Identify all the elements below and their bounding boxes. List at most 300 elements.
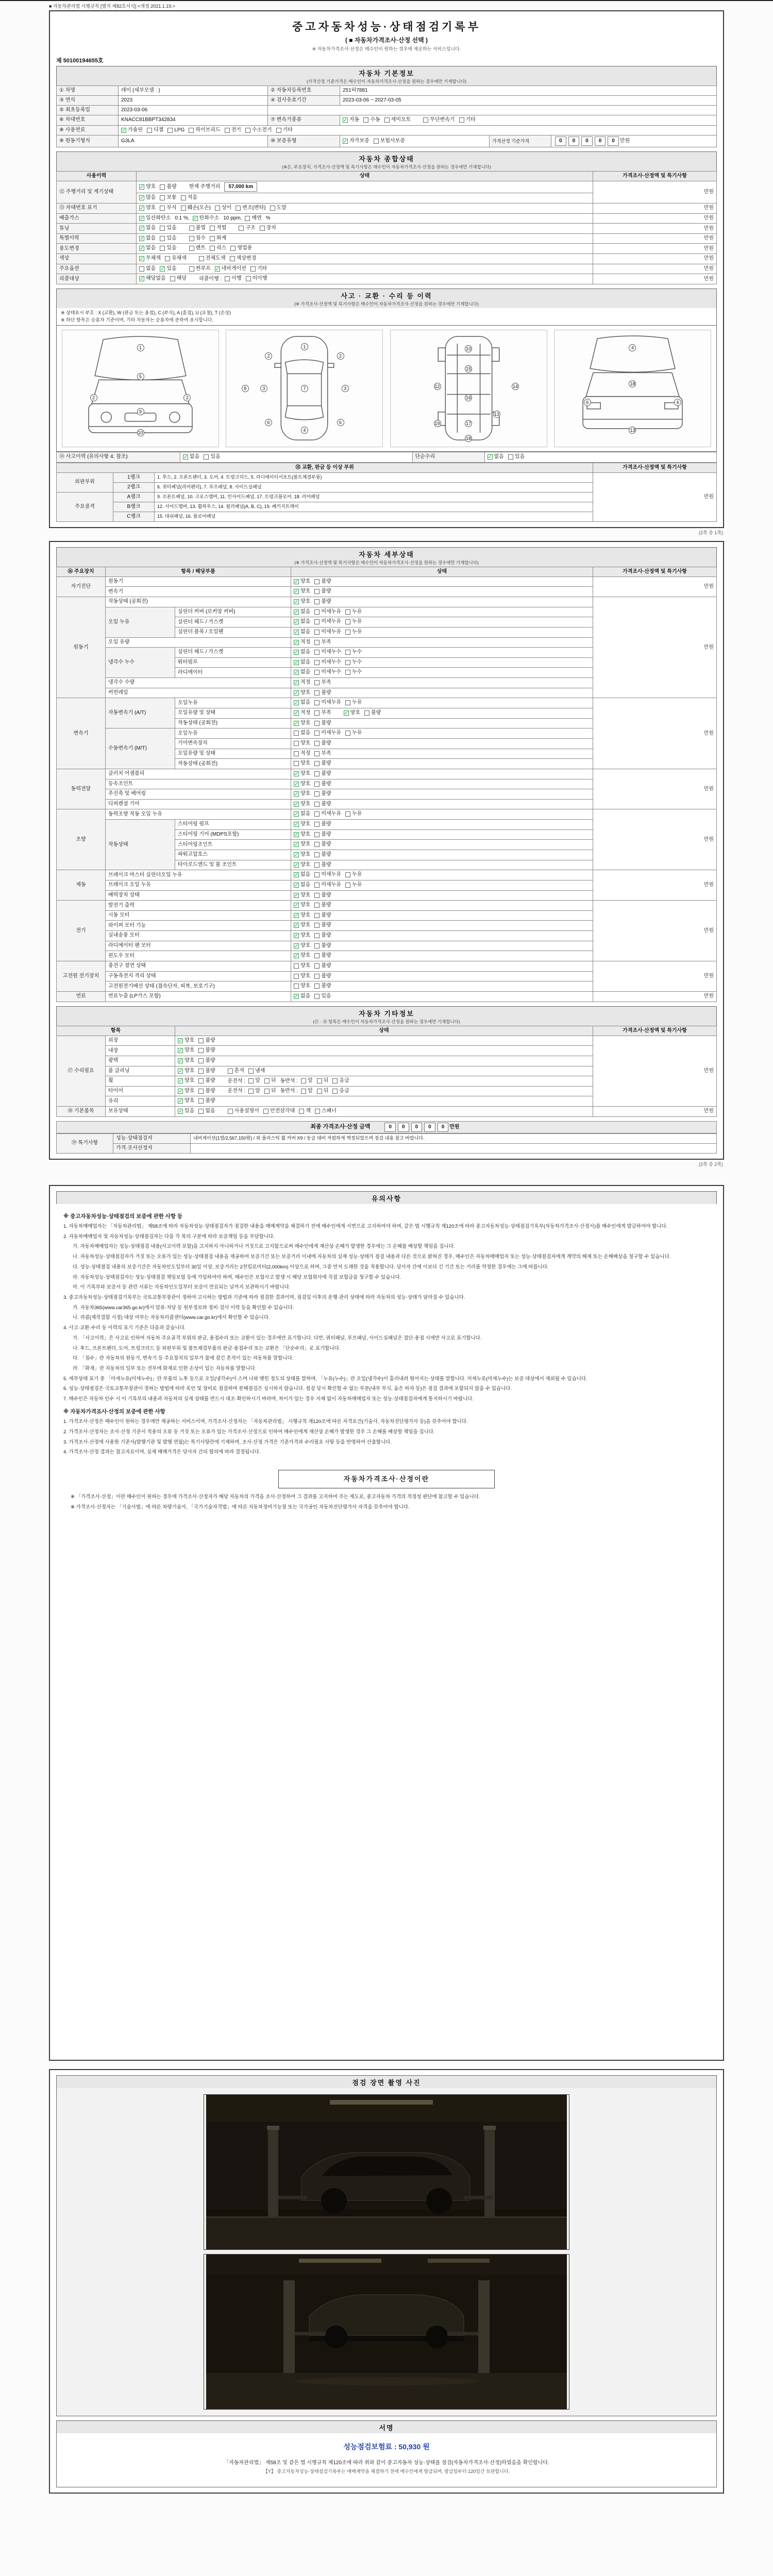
table-cell: B랭크 bbox=[113, 502, 155, 512]
table-cell: 보유상태 bbox=[106, 1107, 175, 1117]
checkbox-label: 양호 bbox=[184, 1037, 195, 1043]
checkbox-mark-icon bbox=[314, 670, 320, 675]
table-cell: 실린더 블록 / 오일팬 bbox=[175, 627, 291, 637]
overall-title: 자동차 종합상태 bbox=[359, 155, 414, 163]
checkbox-mark-icon bbox=[332, 1078, 338, 1083]
section-cautions-header bbox=[56, 1191, 717, 1204]
checkbox-unchecked bbox=[198, 1057, 215, 1064]
panel-number: 15 bbox=[466, 366, 472, 371]
table-cell bbox=[291, 840, 593, 850]
table-cell: ⑭ 사고이력 (유의사항 4. 참조) bbox=[57, 452, 180, 463]
checkbox-mark-icon: ✓ bbox=[294, 650, 299, 656]
checkbox-mark-icon bbox=[345, 630, 350, 635]
table-cell: 만원 bbox=[593, 264, 717, 274]
checkbox-checked bbox=[294, 598, 310, 605]
checkbox-unchecked bbox=[345, 810, 362, 818]
panel-number: 14 bbox=[513, 383, 518, 389]
inline-text: 운전석 : bbox=[227, 1088, 246, 1094]
checkbox-mark-icon bbox=[294, 974, 299, 979]
note-line: 4. 가격조사·산정 결과는 참고자료이며, 실제 매매가격은 당사자 간의 합의에 따라 결정됩니다. bbox=[63, 1449, 261, 1455]
checkbox-mark-icon: ✓ bbox=[178, 1098, 183, 1105]
checkbox-checked bbox=[294, 608, 310, 616]
checkbox-unchecked bbox=[170, 275, 187, 282]
checkbox-label: 세미오토 bbox=[391, 117, 411, 123]
checkbox-mark-icon bbox=[314, 741, 320, 746]
note-line: 7. 매수인은 자동차 인수 시 이 기록부의 내용과 자동차의 실제 상태를 반드시 대조·확인하시기 바라며, 차이가 있는 경우 지체 없이 자동차매매업자 또는 성능·상태점검자에게 통지하시기 바랍니다. bbox=[63, 1396, 474, 1402]
checkbox-label: 양호 bbox=[300, 933, 311, 939]
note-line: 가. 「사고이력」은 사고로 인하여 자동차 주요골격 부위의 판금, 용접수리 또는 교환이 있는 경우에만 표기합니다. 다만, 쿼터패널, 루프패널, 사이드실패널은 절단·용접 시에만 사고로 표기합니다. bbox=[73, 1335, 482, 1341]
checkbox-mark-icon bbox=[314, 994, 320, 999]
checkbox-label: 없음 bbox=[146, 225, 156, 231]
checkbox-unchecked bbox=[199, 255, 226, 262]
checkbox-unchecked bbox=[314, 699, 341, 706]
checkbox-label: 뒤 bbox=[271, 1088, 276, 1094]
checkbox-label: 미세누유 bbox=[321, 619, 341, 625]
checkbox-mark-icon bbox=[314, 710, 320, 716]
checkbox-unchecked bbox=[363, 116, 380, 124]
checkbox-mark-icon bbox=[198, 1048, 204, 1053]
checkbox-label: 전기 bbox=[231, 127, 241, 133]
table-cell bbox=[137, 181, 593, 193]
table-cell: ⑮ 교환, 판금 등 이상 부위 bbox=[57, 463, 593, 472]
checkbox-mark-icon bbox=[228, 1069, 233, 1074]
checkbox-label: 무단변속기 bbox=[430, 117, 455, 123]
table-cell: 오일누유 bbox=[175, 698, 291, 708]
checkbox-mark-icon bbox=[314, 619, 320, 624]
checkbox-mark-icon bbox=[294, 751, 299, 756]
table-cell: G3LA bbox=[119, 135, 268, 147]
checkbox-unchecked bbox=[160, 245, 176, 252]
table-cell: 변속기 bbox=[57, 698, 106, 769]
checkbox-mark-icon: ✓ bbox=[488, 454, 492, 461]
checkbox-unchecked bbox=[314, 973, 331, 980]
checkbox-unchecked bbox=[314, 720, 331, 727]
checkbox-unchecked bbox=[294, 740, 310, 747]
checkbox-mark-icon bbox=[210, 236, 215, 241]
checkbox-label: 누유 bbox=[351, 629, 362, 635]
table-cell: 만원 bbox=[593, 224, 717, 234]
checkbox-mark-icon: ✓ bbox=[140, 276, 144, 282]
checkbox-label: 부식 bbox=[166, 205, 177, 211]
checkbox-label: 양호 bbox=[300, 831, 311, 837]
table-cell: ⑰ 수리필요 bbox=[57, 1036, 106, 1106]
checkbox-mark-icon bbox=[332, 1089, 338, 1094]
checkbox-unchecked bbox=[167, 127, 184, 134]
table-cell: 동력전달 bbox=[57, 769, 106, 809]
table-cell: 구동축전지 격리 상태 bbox=[106, 971, 291, 981]
table-cell bbox=[291, 870, 593, 880]
checkbox-unchecked bbox=[314, 861, 331, 869]
checkbox-unchecked bbox=[276, 127, 293, 134]
checkbox-mark-icon: ✓ bbox=[294, 579, 299, 585]
final-price-bar bbox=[56, 1121, 717, 1133]
section-detail-header bbox=[56, 547, 717, 567]
table-cell: 충전구 절연 상태 bbox=[106, 961, 291, 972]
table-cell: ④ 검사유효기간 bbox=[268, 96, 340, 106]
accident-legend-line2: ※ 하단 항목은 승용차 기준이며, 기타 자동차는 승용차에 준하여 표시합니다. bbox=[61, 317, 213, 323]
table-cell: 만원 bbox=[593, 991, 717, 1002]
checkbox-checked bbox=[178, 1108, 194, 1115]
table-cell: 배력장치 상태 bbox=[106, 890, 291, 901]
note-line: 마. 이 기록부와 보증서 등 관련 서류는 자동차인도일부터 보증이 만료되는 날까지 보관하시기 바랍니다. bbox=[73, 1284, 291, 1291]
data-table bbox=[56, 463, 717, 522]
checkbox-mark-icon: ✓ bbox=[294, 822, 299, 828]
checkbox-unchecked bbox=[314, 962, 331, 970]
checkbox-unchecked bbox=[317, 1077, 329, 1084]
table-cell bbox=[175, 1107, 593, 1117]
inline-text: 동반석 : bbox=[280, 1088, 298, 1094]
document-title: 중고자동차성능·상태점검기록부 bbox=[292, 21, 481, 33]
checkbox-unchecked bbox=[250, 265, 267, 273]
note-line: 2. 가격조사·산정자는 조사·산정 기준서 적용의 오류 등 거짓 또는 오류가 있는 가격조사·산정으로 인하여 매수인에게 재산상 손해가 발생한 경우 그 손해를 배상할 책임을 집니다. bbox=[63, 1429, 435, 1435]
checkbox-mark-icon: ✓ bbox=[294, 659, 299, 666]
table-cell: 시동 모터 bbox=[106, 910, 291, 921]
table-cell: 브레이크 마스터 실린더오일 누유 bbox=[106, 870, 291, 880]
checkbox-label: 양호 bbox=[184, 1057, 195, 1063]
table-cell bbox=[137, 193, 593, 204]
checkbox-mark-icon: ✓ bbox=[294, 923, 299, 929]
checkbox-label: 있음 bbox=[514, 454, 525, 460]
table-cell: 주요옵션 bbox=[57, 264, 137, 274]
checkbox-mark-icon: ✓ bbox=[140, 195, 144, 201]
cautions-sec2-list bbox=[63, 1418, 710, 1456]
note-line: 2. 자동차매매업자 및 자동차성능·상태점검자는 다음 각 목의 구분에 따라 보증책임 등을 부담합니다. bbox=[63, 1233, 275, 1240]
checkbox-label: 색상변경 bbox=[236, 256, 257, 262]
checkbox-mark-icon bbox=[314, 832, 320, 837]
checkbox-label: 불량 bbox=[321, 922, 331, 928]
checkbox-label: 양호 bbox=[300, 720, 311, 726]
checkbox-checked bbox=[294, 861, 310, 869]
car-diagram-rear bbox=[554, 330, 711, 447]
checkbox-mark-icon: ✓ bbox=[294, 912, 299, 919]
checkbox-mark-icon: ✓ bbox=[294, 801, 299, 807]
checkbox-unchecked bbox=[345, 649, 362, 656]
price-definition-notes bbox=[63, 1494, 710, 1511]
car-diagram-front bbox=[62, 330, 219, 447]
table-cell bbox=[291, 901, 593, 911]
checkbox-unchecked bbox=[423, 116, 455, 124]
checkbox-unchecked bbox=[236, 205, 265, 212]
checkbox-mark-icon bbox=[508, 454, 513, 460]
checkbox-mark-icon bbox=[314, 609, 320, 615]
checkbox-mark-icon bbox=[230, 246, 236, 251]
checkbox-label: 양호 bbox=[146, 183, 156, 190]
checkbox-label: 불량 bbox=[205, 1067, 215, 1074]
checkbox-unchecked bbox=[345, 659, 362, 666]
checkbox-mark-icon: ✓ bbox=[343, 138, 348, 144]
table-cell: 클러치 어셈블리 bbox=[106, 769, 291, 779]
signature-area bbox=[56, 2433, 717, 2487]
checkbox-mark-icon bbox=[314, 974, 320, 979]
section-other-header bbox=[56, 1006, 717, 1026]
checkbox-label: 양호 bbox=[300, 841, 311, 848]
page-2 bbox=[49, 541, 724, 1160]
table-cell: 만원 bbox=[593, 1036, 717, 1106]
table-cell bbox=[291, 860, 593, 870]
checkbox-label: 불량 bbox=[321, 942, 331, 948]
checkbox-mark-icon: ✓ bbox=[178, 1048, 183, 1054]
checkbox-unchecked bbox=[189, 245, 206, 252]
table-cell bbox=[291, 718, 593, 728]
checkbox-label: 하이브리드 bbox=[195, 127, 221, 133]
special-remarks-table bbox=[56, 1133, 717, 1154]
checkbox-mark-icon bbox=[314, 599, 320, 604]
checkbox-label: 없음 bbox=[300, 811, 311, 817]
checkbox-mark-icon bbox=[345, 872, 350, 877]
checkbox-label: 불량 bbox=[321, 791, 331, 797]
checkbox-mark-icon bbox=[225, 276, 230, 281]
table-cell: 레이 (세부모델 : ) bbox=[119, 86, 268, 96]
table-cell bbox=[291, 931, 593, 941]
checkbox-unchecked bbox=[459, 116, 476, 124]
checkbox-mark-icon bbox=[345, 609, 350, 615]
checkbox-checked bbox=[294, 709, 310, 717]
table-cell: 등속조인트 bbox=[106, 779, 291, 789]
table-cell bbox=[175, 1046, 593, 1056]
checkbox-label: 부족 bbox=[321, 680, 331, 686]
checkbox-unchecked bbox=[314, 740, 331, 747]
checkbox-unchecked bbox=[314, 810, 341, 818]
checkbox-checked bbox=[215, 265, 246, 273]
table-cell: 조향 bbox=[57, 809, 106, 870]
table-cell bbox=[137, 213, 593, 224]
table-cell bbox=[137, 254, 593, 264]
checkbox-mark-icon: ✓ bbox=[140, 205, 144, 211]
table-cell bbox=[291, 587, 593, 597]
panel-number: 2 bbox=[265, 352, 272, 360]
checkbox-label: 뒤 bbox=[271, 1078, 276, 1084]
checkbox-mark-icon: ✓ bbox=[294, 781, 299, 787]
checkbox-label: 있음 bbox=[166, 245, 177, 251]
value-box: 57,000 km bbox=[224, 182, 257, 192]
table-cell: 작동상태 bbox=[106, 820, 175, 870]
checkbox-mark-icon: ✓ bbox=[294, 710, 299, 717]
checkbox-checked bbox=[139, 194, 156, 201]
table-cell: 라디에이터 팬 모터 bbox=[106, 941, 291, 951]
other-info-table bbox=[56, 1026, 717, 1117]
note-line: 라. 「화재」란 자동차의 일부 또는 전부에 화재로 인한 손상이 있는 자동차를 말합니다. bbox=[73, 1366, 257, 1372]
table-cell: ⑬ 차대번호 표기 bbox=[57, 203, 137, 213]
table-cell: ⑤ 최초등록일 bbox=[57, 106, 119, 115]
note-line: 5. 세부상태 표기 중 「미세누유(미세누수)」란 부품의 노후 등으로 오일(냉각수)이 스며 나와 맺힌 정도의 상태를 말하며, 「누유(누수)」란 오일(냉각수)이 흘러내려 떨어지는 상태를 말합니다. 미세누유(미세누수)는 보증 대상에서 제외될 수 있습니다. bbox=[63, 1376, 587, 1382]
checkbox-label: 적정 bbox=[300, 750, 311, 756]
photos-title: 점검 장면 촬영 사진 bbox=[352, 2078, 421, 2087]
table-cell bbox=[291, 820, 593, 830]
checkbox-mark-icon: ✓ bbox=[343, 117, 348, 123]
table-cell: 추진축 및 베어링 bbox=[106, 789, 291, 800]
table-cell: 룸 클리닝 bbox=[106, 1066, 175, 1076]
checkbox-unchecked bbox=[314, 639, 331, 646]
checkbox-mark-icon bbox=[204, 454, 209, 460]
basic-info-table bbox=[56, 86, 717, 147]
table-cell: 튜닝 bbox=[57, 224, 137, 234]
table-cell: 용도변경 bbox=[57, 244, 137, 254]
checkbox-mark-icon: ✓ bbox=[178, 1088, 183, 1094]
table-cell: ⑨ 원동기형식 bbox=[57, 135, 119, 147]
checkbox-label: 양호 bbox=[300, 760, 311, 767]
table-cell bbox=[551, 135, 717, 147]
panel-number: 13 bbox=[630, 428, 635, 433]
checkbox-label: 침수 bbox=[195, 235, 206, 241]
checkbox-mark-icon bbox=[147, 128, 152, 133]
page-4 bbox=[49, 2069, 724, 2494]
page-1 bbox=[49, 10, 724, 528]
table-cell: 자동변속기 (A/T) bbox=[106, 698, 175, 728]
value-box: 0 bbox=[568, 137, 580, 146]
checkbox-mark-icon bbox=[314, 943, 320, 948]
checkbox-unchecked bbox=[198, 1067, 215, 1075]
checkbox-unchecked bbox=[245, 127, 272, 134]
checkbox-mark-icon: ✓ bbox=[294, 832, 299, 838]
checkbox-mark-icon bbox=[314, 883, 320, 888]
table-cell bbox=[291, 759, 593, 769]
car-diagram-top bbox=[226, 330, 383, 447]
panel-number: 17 bbox=[466, 420, 472, 426]
checkbox-unchecked bbox=[314, 649, 341, 656]
panel-number: 2 bbox=[337, 352, 344, 360]
table-cell: ⑩ 보증유형 bbox=[268, 135, 340, 147]
checkbox-unchecked bbox=[246, 275, 267, 282]
checkbox-label: 일산화탄소 bbox=[146, 215, 171, 221]
checkbox-label: 양호 bbox=[300, 578, 311, 584]
data-table bbox=[56, 567, 717, 1002]
table-cell bbox=[291, 961, 593, 972]
panel-number: 7 bbox=[301, 385, 308, 392]
checkbox-unchecked bbox=[314, 588, 331, 595]
checkbox-mark-icon bbox=[160, 236, 165, 241]
checkbox-unchecked bbox=[314, 821, 331, 828]
car-diagrams bbox=[56, 326, 717, 452]
table-cell bbox=[291, 597, 593, 607]
checkbox-checked bbox=[139, 275, 166, 282]
table-cell: 오일 누유 bbox=[106, 607, 175, 637]
table-cell: 제동 bbox=[57, 870, 106, 901]
checkbox-label: 없음 bbox=[300, 659, 311, 665]
checkbox-mark-icon: ✓ bbox=[344, 710, 349, 717]
checkbox-label: 불량 bbox=[371, 710, 381, 716]
checkbox-mark-icon bbox=[165, 256, 170, 261]
checkbox-mark-icon bbox=[189, 128, 194, 133]
panel-number: 19 bbox=[434, 420, 440, 426]
checkbox-label: 장치 bbox=[266, 225, 276, 231]
checkbox-mark-icon bbox=[198, 1058, 204, 1063]
checkbox-mark-icon: ✓ bbox=[294, 700, 299, 706]
checkbox-unchecked bbox=[332, 1088, 349, 1095]
table-cell bbox=[291, 850, 593, 860]
table-cell: 만원 bbox=[593, 233, 717, 244]
signature-title: 서명 bbox=[379, 2424, 394, 2432]
cautions-sec1-title: ※ 중고자동차성능·상태점검의 보증에 관한 사항 등 bbox=[63, 1213, 183, 1219]
table-cell: 오일유량 및 상태 bbox=[175, 749, 291, 759]
checkbox-label: 미세누수 bbox=[321, 649, 341, 655]
checkbox-mark-icon bbox=[264, 1078, 270, 1083]
checkbox-label: 양호 bbox=[300, 689, 311, 696]
checkbox-mark-icon bbox=[315, 1109, 320, 1114]
checkbox-label: 양호 bbox=[300, 770, 311, 776]
checkbox-unchecked bbox=[299, 1108, 311, 1115]
table-cell: 가격조사·산정액 및 특기사항 bbox=[593, 1026, 717, 1036]
checkbox-label: 없음 bbox=[146, 265, 156, 272]
checkbox-mark-icon bbox=[198, 1109, 204, 1114]
checkbox-unchecked bbox=[314, 629, 341, 636]
checkbox-label: 누유 bbox=[351, 811, 362, 817]
checkbox-mark-icon: ✓ bbox=[178, 1038, 183, 1044]
checkbox-checked bbox=[178, 1097, 194, 1105]
table-cell: 6. 쿼터패널(리어펜더), 7. 루프패널, 8. 사이드실패널 bbox=[155, 482, 593, 492]
checkbox-unchecked bbox=[314, 770, 331, 777]
note-line: 3. 중고자동차성능·상태점검기록부는 국토교통부장관이 정하여 고시하는 방법과 기준에 따라 점검한 결과이며, 점검일 이후의 운행·관리 상태에 따라 자동차의 성능·상태가 달라질 수 있습니다. bbox=[63, 1295, 465, 1301]
table-cell: 연료누출 (LP가스 포함) bbox=[106, 991, 291, 1002]
checkbox-unchecked bbox=[314, 781, 331, 788]
checkbox-label: 미세누수 bbox=[321, 669, 341, 675]
checkbox-mark-icon bbox=[345, 660, 350, 665]
checkbox-mark-icon bbox=[314, 690, 320, 696]
section-photos-header bbox=[56, 2075, 717, 2088]
checkbox-label: 있음 bbox=[210, 454, 221, 460]
table-cell: 실린더 헤드 / 가스켓 bbox=[175, 648, 291, 658]
table-cell bbox=[137, 233, 593, 244]
checkbox-label: 전체도색 bbox=[205, 256, 226, 262]
other-note: (⑰ · ⑱ 항목은 매수인이 자동차가격조사·산정을 원하는 경우에만 기재합니다) bbox=[313, 1019, 460, 1024]
table-cell: 사용이력 bbox=[57, 172, 137, 181]
checkbox-checked bbox=[294, 669, 310, 676]
table-cell: ③ 연식 bbox=[57, 96, 119, 106]
checkbox-label: 불량 bbox=[321, 963, 331, 969]
checkbox-mark-icon bbox=[314, 771, 320, 776]
checkbox-label: 누유 bbox=[351, 608, 362, 615]
table-cell: 오일누유 bbox=[175, 728, 291, 739]
checkbox-unchecked bbox=[198, 1097, 215, 1105]
checkbox-mark-icon bbox=[314, 650, 320, 655]
checkbox-mark-icon bbox=[167, 128, 173, 133]
table-cell: 주요골격 bbox=[57, 492, 113, 521]
checkbox-label: 없음 bbox=[205, 1108, 215, 1114]
checkbox-label: 없음 bbox=[300, 649, 311, 655]
checkbox-label: 앞 bbox=[308, 1078, 313, 1084]
checkbox-mark-icon bbox=[314, 963, 320, 969]
checkbox-unchecked bbox=[314, 578, 331, 585]
checkbox-mark-icon bbox=[236, 206, 241, 211]
table-cell: 브레이크 오일 누유 bbox=[106, 880, 291, 890]
checkbox-mark-icon: ✓ bbox=[294, 943, 299, 949]
table-cell: 와이퍼 모터 기능 bbox=[106, 921, 291, 931]
checkbox-mark-icon bbox=[189, 266, 194, 272]
checkbox-label: 이행 bbox=[231, 276, 242, 282]
checkbox-label: 불량 bbox=[321, 588, 331, 595]
note-line: 4. 사고·교환·수리 등 이력의 표기 기준은 다음과 같습니다. bbox=[63, 1325, 186, 1331]
checkbox-mark-icon bbox=[248, 1089, 254, 1094]
inline-text: 현재 주행거리 bbox=[189, 184, 221, 190]
checkbox-unchecked bbox=[160, 183, 176, 191]
checkbox-mark-icon bbox=[245, 128, 250, 133]
checkbox-unchecked bbox=[314, 993, 331, 1000]
table-cell bbox=[175, 1066, 593, 1076]
checkbox-label: 불량 bbox=[321, 770, 331, 776]
value-box: 0 bbox=[398, 1123, 409, 1132]
checkbox-mark-icon bbox=[160, 246, 165, 251]
checkbox-checked bbox=[294, 952, 310, 959]
checkbox-label: 안전삼각대 bbox=[270, 1108, 295, 1114]
table-cell bbox=[291, 607, 593, 617]
checkbox-label: 부족 bbox=[321, 639, 331, 645]
checkbox-checked bbox=[294, 882, 310, 889]
checkbox-unchecked bbox=[314, 892, 331, 899]
checkbox-label: 뒤 bbox=[323, 1078, 329, 1084]
checkbox-label: 양호 bbox=[300, 983, 311, 989]
checkbox-label: 미세누유 bbox=[321, 700, 341, 706]
checkbox-label: 있음 bbox=[166, 265, 177, 272]
checkbox-label: 미이행 bbox=[252, 276, 267, 282]
